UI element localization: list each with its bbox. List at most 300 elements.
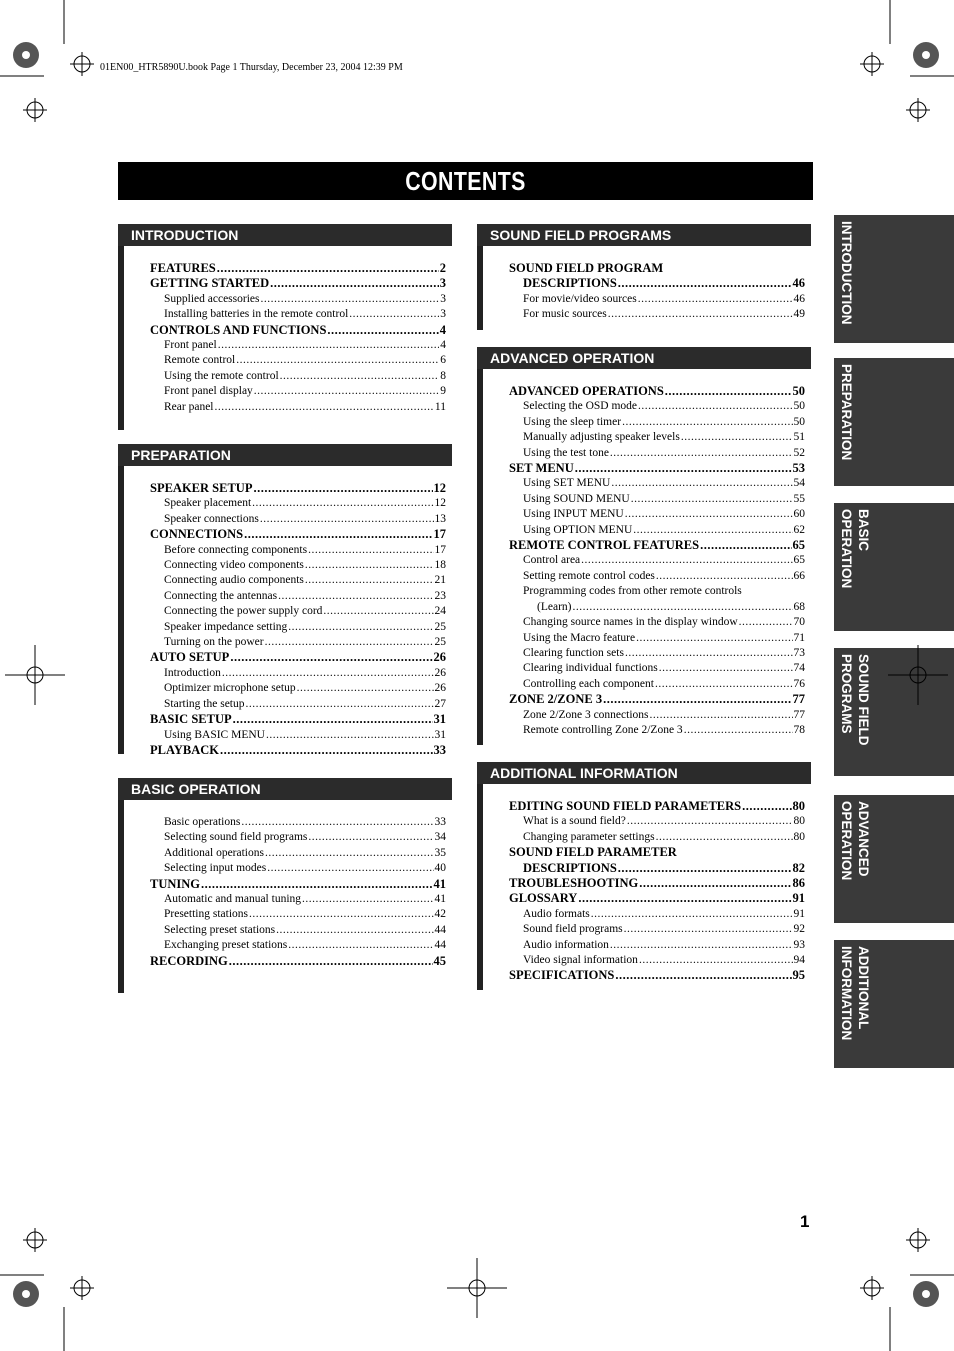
dot-leader xyxy=(297,681,434,696)
dot-leader xyxy=(578,891,791,906)
toc-entry-page: 94 xyxy=(793,954,805,967)
tab-label xyxy=(838,509,872,588)
toc-entry[interactable] xyxy=(150,307,446,322)
toc-entry-page: 31 xyxy=(434,728,446,741)
tab-label-line: PROGRAMS xyxy=(839,654,854,734)
dot-leader xyxy=(611,476,792,491)
dot-leader xyxy=(636,631,792,646)
toc-entry-title: Using BASIC MENU xyxy=(164,728,265,741)
toc-entry-title: Using the test tone xyxy=(523,446,609,459)
dot-leader xyxy=(625,507,793,522)
toc-entry-page: 4 xyxy=(440,339,446,352)
toc-entry-title: ZONE 2/ZONE 3 xyxy=(509,692,603,707)
toc-entry-title: RECORDING xyxy=(150,953,228,968)
toc-entry-page: 24 xyxy=(434,605,446,618)
toc-entry-title: EDITING SOUND FIELD PARAMETERS xyxy=(509,799,742,813)
toc-entry-title: Clearing individual functions xyxy=(523,662,658,675)
toc-entry-title: (Learn) xyxy=(537,600,572,613)
dot-leader xyxy=(656,830,793,845)
dot-leader xyxy=(659,661,793,676)
toc-entry-title: Using INPUT MENU xyxy=(523,508,624,521)
toc-entry-title: Zone 2/Zone 3 connections xyxy=(523,708,649,721)
dot-leader xyxy=(610,446,793,461)
section-sound-field-programs xyxy=(477,224,811,330)
dot-leader xyxy=(267,861,433,876)
toc-entry-title: Speaker placement xyxy=(164,497,252,510)
dot-leader xyxy=(638,292,793,307)
toc-entry-title: DESCRIPTIONS xyxy=(523,860,617,875)
toc-list xyxy=(124,466,452,758)
dot-leader xyxy=(218,338,440,353)
toc-entry-page: 54 xyxy=(793,477,805,490)
toc-entry[interactable] xyxy=(509,292,805,307)
dot-leader xyxy=(229,954,433,969)
toc-entry-page: 2 xyxy=(439,261,446,275)
toc-entry[interactable] xyxy=(150,543,446,558)
toc-entry-title: Control area xyxy=(523,554,581,567)
toc-list xyxy=(483,369,811,738)
dot-leader xyxy=(615,968,791,983)
dot-leader xyxy=(280,369,440,384)
tab-label-line: ADVANCED xyxy=(856,801,871,877)
toc-entry[interactable] xyxy=(150,573,446,588)
toc-entry[interactable] xyxy=(150,712,446,727)
tab-introduction xyxy=(834,215,954,343)
toc-list xyxy=(124,246,452,415)
dot-leader xyxy=(276,923,433,938)
toc-entry[interactable] xyxy=(150,527,446,542)
toc-entry[interactable] xyxy=(509,507,805,522)
dot-leader xyxy=(572,600,792,615)
dot-leader xyxy=(244,527,432,542)
toc-list xyxy=(483,246,811,323)
toc-entry-page: 50 xyxy=(792,384,805,398)
toc-entry-title: Audio information xyxy=(523,938,609,951)
dot-leader xyxy=(639,876,791,891)
toc-entry-title: Selecting input modes xyxy=(164,862,267,875)
toc-entry-page: 93 xyxy=(793,938,805,951)
toc-entry-page: 49 xyxy=(793,308,805,321)
toc-entry[interactable] xyxy=(150,589,446,604)
tab-label-line: BASIC xyxy=(856,509,871,552)
dot-leader xyxy=(288,938,433,953)
toc-entry-page: 71 xyxy=(793,631,805,644)
toc-entry-title: Using SET MENU xyxy=(523,477,611,490)
toc-entry-title: Manually adjusting speaker levels xyxy=(523,431,680,444)
toc-entry-page: 74 xyxy=(793,662,805,675)
toc-entry[interactable] xyxy=(150,496,446,511)
dot-leader xyxy=(603,692,791,707)
toc-entry-page: 12 xyxy=(434,497,446,510)
section-heading: BASIC OPERATION xyxy=(118,778,452,800)
toc-entry[interactable] xyxy=(509,600,805,615)
dot-leader xyxy=(220,743,433,758)
toc-entry-page: 33 xyxy=(434,816,446,828)
toc-entry[interactable] xyxy=(150,954,446,969)
dot-leader xyxy=(627,814,793,829)
toc-entry-page: 6 xyxy=(440,354,446,367)
tab-label-line: INFORMATION xyxy=(839,946,854,1041)
toc-entry[interactable] xyxy=(509,723,805,738)
toc-entry-page: 34 xyxy=(434,831,446,844)
toc-entry-page: 50 xyxy=(793,415,805,428)
toc-entry[interactable] xyxy=(509,476,805,491)
toc-entry[interactable] xyxy=(509,615,805,630)
toc-entry-page: 44 xyxy=(434,939,446,952)
toc-entry[interactable] xyxy=(150,861,446,876)
toc-entry[interactable] xyxy=(509,492,805,507)
dot-leader xyxy=(608,307,793,322)
print-header: 01EN00_HTR5890U.book Page 1 Thursday, December 23, 2004 12:39 PM xyxy=(100,62,403,73)
toc-entry-title: GETTING STARTED xyxy=(150,276,270,291)
toc-entry-page: 70 xyxy=(793,616,805,629)
toc-entry[interactable] xyxy=(509,953,805,968)
toc-entry-page: 26 xyxy=(434,682,446,695)
dot-leader xyxy=(625,646,793,661)
toc-entry-title: Connecting audio components xyxy=(164,574,304,587)
toc-entry[interactable] xyxy=(150,323,446,338)
toc-entry-page: 53 xyxy=(792,461,805,476)
toc-entry[interactable] xyxy=(509,907,805,922)
toc-entry[interactable] xyxy=(150,261,446,276)
toc-entry-title: Presetting stations xyxy=(164,908,249,921)
toc-entry[interactable] xyxy=(150,400,446,415)
toc-entry[interactable] xyxy=(509,261,805,276)
toc-entry[interactable] xyxy=(509,446,805,461)
toc-entry[interactable] xyxy=(509,538,805,553)
toc-entry[interactable] xyxy=(509,523,805,538)
toc-list xyxy=(483,784,811,984)
toc-entry[interactable] xyxy=(509,861,805,876)
dot-leader xyxy=(638,399,792,414)
toc-entry[interactable] xyxy=(509,814,805,829)
toc-entry-title: Connecting the power supply cord xyxy=(164,605,323,618)
dot-leader xyxy=(618,276,792,291)
toc-entry-title: Turning on the power xyxy=(164,636,264,649)
toc-entry-title: FEATURES xyxy=(150,261,216,275)
toc-entry-page: 26 xyxy=(434,666,446,679)
toc-entry-title: Installing batteries in the remote control xyxy=(164,308,349,321)
toc-entry-page: 80 xyxy=(792,799,805,813)
dot-leader xyxy=(302,892,433,907)
toc-entry-title: Front panel display xyxy=(164,385,253,398)
toc-entry-title: SET MENU xyxy=(509,461,574,476)
toc-entry[interactable] xyxy=(509,692,805,707)
toc-entry-title: Selecting preset stations xyxy=(164,923,276,936)
tab-sound-field-programs xyxy=(834,648,954,776)
section-additional-information xyxy=(477,762,811,990)
toc-entry-title: Supplied accessories xyxy=(164,292,260,305)
toc-entry[interactable] xyxy=(509,399,805,414)
toc-entry-title: DESCRIPTIONS xyxy=(523,276,617,291)
dot-leader xyxy=(624,922,793,937)
toc-entry-page: 82 xyxy=(792,860,805,875)
dot-leader xyxy=(581,553,792,568)
toc-entry[interactable] xyxy=(509,631,805,646)
toc-entry-page: 3 xyxy=(440,292,446,305)
toc-entry[interactable] xyxy=(509,938,805,953)
toc-entry[interactable] xyxy=(509,876,805,891)
toc-entry[interactable] xyxy=(509,384,805,399)
toc-entry-page: 80 xyxy=(793,815,805,828)
toc-entry-title: Introduction xyxy=(164,666,221,679)
toc-entry-page: 35 xyxy=(434,846,446,859)
toc-entry-title: SPECIFICATIONS xyxy=(509,968,615,983)
section-heading: ADDITIONAL INFORMATION xyxy=(477,762,811,784)
toc-entry[interactable] xyxy=(150,743,446,758)
toc-entry[interactable] xyxy=(150,666,446,681)
toc-list xyxy=(124,800,452,969)
dot-leader xyxy=(252,496,433,511)
section-advanced-operation xyxy=(477,347,811,745)
toc-entry[interactable] xyxy=(509,461,805,476)
dot-leader xyxy=(684,723,793,738)
dot-leader xyxy=(265,846,434,861)
dot-leader xyxy=(253,481,432,496)
toc-entry-title: Using the sleep timer xyxy=(523,415,622,428)
toc-entry-title: Clearing function sets xyxy=(523,646,624,659)
tab-basic-operation xyxy=(834,503,954,631)
toc-entry[interactable] xyxy=(150,923,446,938)
dot-leader xyxy=(261,292,440,307)
toc-entry[interactable] xyxy=(150,369,446,384)
dot-leader xyxy=(639,953,793,968)
toc-entry[interactable] xyxy=(509,661,805,676)
toc-entry-title: Programming codes from other remote controls xyxy=(523,585,742,598)
toc-entry[interactable] xyxy=(509,922,805,937)
dot-leader xyxy=(575,461,792,476)
tab-label xyxy=(838,221,855,325)
toc-entry[interactable] xyxy=(150,877,446,892)
toc-entry[interactable] xyxy=(509,830,805,845)
tab-label-line: INTRODUCTION xyxy=(839,221,854,325)
toc-entry-page: 33 xyxy=(433,742,446,757)
toc-entry-title: TUNING xyxy=(150,876,201,891)
toc-entry[interactable] xyxy=(150,481,446,496)
toc-entry-title: SOUND FIELD PROGRAM xyxy=(509,261,664,275)
dot-leader xyxy=(305,573,434,588)
toc-entry[interactable] xyxy=(150,728,446,743)
toc-entry[interactable] xyxy=(509,553,805,568)
toc-entry[interactable] xyxy=(509,415,805,430)
toc-entry[interactable] xyxy=(150,697,446,712)
toc-entry-page: 23 xyxy=(434,589,446,602)
toc-entry[interactable] xyxy=(150,635,446,650)
toc-entry-page: 86 xyxy=(792,876,805,891)
toc-entry-page: 4 xyxy=(439,322,446,337)
toc-entry[interactable] xyxy=(150,558,446,573)
toc-entry[interactable] xyxy=(509,845,805,860)
toc-entry-page: 45 xyxy=(433,953,446,968)
toc-entry-page: 51 xyxy=(793,431,805,444)
section-basic-operation xyxy=(118,778,452,993)
toc-entry[interactable] xyxy=(150,512,446,527)
toc-entry[interactable] xyxy=(509,968,805,983)
toc-entry-page: 3 xyxy=(439,276,446,291)
section-heading: ADVANCED OPERATION xyxy=(477,347,811,369)
toc-entry-title: Setting remote control codes xyxy=(523,569,655,582)
toc-entry-title: AUTO SETUP xyxy=(150,650,230,665)
section-heading: PREPARATION xyxy=(118,444,452,466)
toc-entry-title: Changing source names in the display window xyxy=(523,616,738,629)
section-preparation xyxy=(118,444,452,757)
toc-entry-page: 31 xyxy=(433,712,446,727)
dot-leader xyxy=(308,830,433,845)
toc-entry[interactable] xyxy=(150,846,446,861)
toc-entry-page: 73 xyxy=(793,646,805,659)
toc-entry[interactable] xyxy=(509,891,805,906)
toc-entry-title: Optimizer microphone setup xyxy=(164,682,296,695)
dot-leader xyxy=(739,615,793,630)
toc-entry-page: 55 xyxy=(793,492,805,505)
dot-leader xyxy=(327,323,438,338)
section-introduction xyxy=(118,224,452,430)
dot-leader xyxy=(201,877,432,892)
toc-entry-title: GLOSSARY xyxy=(509,891,578,906)
dot-leader xyxy=(217,261,439,276)
toc-entry-page: 60 xyxy=(793,508,805,521)
dot-leader xyxy=(236,353,439,368)
toc-entry-page: 44 xyxy=(434,923,446,936)
toc-entry-title: For movie/video sources xyxy=(523,292,637,305)
toc-entry-page: 13 xyxy=(434,512,446,525)
toc-entry[interactable] xyxy=(150,830,446,845)
toc-entry-page: 91 xyxy=(792,891,805,906)
toc-entry-title: Basic operations xyxy=(164,816,241,828)
toc-entry-page: 66 xyxy=(793,569,805,582)
toc-entry-page: 46 xyxy=(793,292,805,305)
toc-entry-title: Controlling each component xyxy=(523,677,654,690)
dot-leader xyxy=(700,538,791,553)
toc-entry-title: Using SOUND MENU xyxy=(523,492,630,505)
dot-leader xyxy=(305,558,434,573)
dot-leader xyxy=(742,799,791,814)
toc-entry-title: Remote controlling Zone 2/Zone 3 xyxy=(523,723,683,736)
toc-entry-page: 95 xyxy=(792,968,805,983)
toc-entry-page: 42 xyxy=(434,908,446,921)
toc-entry-title: Starting the setup xyxy=(164,697,245,710)
toc-entry[interactable] xyxy=(150,620,446,635)
dot-leader xyxy=(249,907,433,922)
toc-entry-page: 92 xyxy=(793,923,805,936)
toc-entry-title: For music sources xyxy=(523,308,607,321)
toc-entry[interactable] xyxy=(509,569,805,584)
toc-entry-title: Speaker connections xyxy=(164,512,259,525)
toc-entry-title: Remote control xyxy=(164,354,236,367)
dot-leader xyxy=(308,543,433,558)
toc-entry-page: 52 xyxy=(793,446,805,459)
toc-entry-page: 76 xyxy=(793,677,805,690)
toc-entry-page: 62 xyxy=(793,523,805,536)
dot-leader xyxy=(288,620,433,635)
toc-entry-title: Rear panel xyxy=(164,400,214,413)
toc-entry[interactable] xyxy=(150,938,446,953)
toc-entry-title: Sound field programs xyxy=(523,923,623,936)
tab-label-line: PREPARATION xyxy=(839,364,854,461)
tab-label xyxy=(838,801,872,880)
toc-entry-title: Front panel xyxy=(164,339,217,352)
toc-entry[interactable] xyxy=(150,384,446,399)
toc-entry-page: 78 xyxy=(793,723,805,736)
dot-leader xyxy=(233,712,433,727)
toc-entry-page: 65 xyxy=(792,538,805,553)
toc-entry[interactable] xyxy=(150,650,446,665)
toc-entry-page: 17 xyxy=(434,543,446,556)
toc-entry-title: Before connecting components xyxy=(164,543,308,556)
toc-entry-page: 77 xyxy=(793,708,805,721)
toc-entry-page: 26 xyxy=(433,650,446,665)
toc-entry[interactable] xyxy=(509,430,805,445)
toc-entry-title: Connecting the antennas xyxy=(164,589,278,602)
dot-leader xyxy=(270,276,439,291)
toc-entry[interactable] xyxy=(150,604,446,619)
toc-entry-page: 65 xyxy=(793,554,805,567)
toc-entry[interactable] xyxy=(150,892,446,907)
tab-preparation xyxy=(834,358,954,486)
toc-entry[interactable] xyxy=(150,338,446,353)
toc-entry-title: Changing parameter settings xyxy=(523,830,655,843)
toc-entry-title: Automatic and manual tuning xyxy=(164,893,302,906)
tab-label xyxy=(838,364,855,460)
dot-leader xyxy=(681,430,793,445)
dot-leader xyxy=(222,666,434,681)
toc-entry[interactable] xyxy=(509,276,805,291)
toc-entry-title: SOUND FIELD PARAMETER xyxy=(509,845,677,860)
toc-entry[interactable] xyxy=(509,799,805,814)
tab-label xyxy=(838,654,872,746)
toc-entry-page: 80 xyxy=(793,830,805,843)
toc-entry[interactable] xyxy=(150,292,446,307)
dot-leader xyxy=(633,523,792,538)
toc-entry[interactable] xyxy=(150,681,446,696)
dot-leader xyxy=(610,938,793,953)
dot-leader xyxy=(323,604,433,619)
toc-entry[interactable] xyxy=(150,353,446,368)
dot-leader xyxy=(631,492,793,507)
toc-entry-title: TROUBLESHOOTING xyxy=(509,876,639,891)
toc-entry[interactable] xyxy=(150,815,446,830)
dot-leader xyxy=(254,384,439,399)
toc-entry-title: Speaker impedance setting xyxy=(164,620,288,633)
toc-entry[interactable] xyxy=(509,646,805,661)
dot-leader xyxy=(349,307,439,322)
toc-entry[interactable] xyxy=(150,907,446,922)
tab-label xyxy=(838,946,872,1040)
toc-entry-title: Audio formats xyxy=(523,907,590,920)
dot-leader xyxy=(215,400,434,415)
toc-entry-title: SPEAKER SETUP xyxy=(150,481,253,495)
dot-leader xyxy=(622,415,792,430)
section-heading: INTRODUCTION xyxy=(118,224,452,246)
toc-entry[interactable] xyxy=(509,584,805,599)
toc-entry[interactable] xyxy=(150,276,446,291)
toc-entry-title: REMOTE CONTROL FEATURES xyxy=(509,538,700,553)
toc-entry[interactable] xyxy=(509,708,805,723)
toc-entry-title: Using OPTION MENU xyxy=(523,523,633,536)
toc-entry-page: 41 xyxy=(434,893,446,906)
toc-entry-page: 40 xyxy=(434,862,446,875)
toc-entry[interactable] xyxy=(509,307,805,322)
toc-entry-page: 11 xyxy=(434,400,446,413)
toc-entry-title: Using the Macro feature xyxy=(523,631,636,644)
toc-entry-page: 17 xyxy=(433,527,446,542)
toc-entry-page: 25 xyxy=(434,620,446,633)
toc-entry-page: 25 xyxy=(434,636,446,649)
toc-entry-title: Additional operations xyxy=(164,846,264,859)
toc-entry[interactable] xyxy=(509,677,805,692)
toc-entry-page: 12 xyxy=(433,481,446,495)
toc-entry-title: Connecting video components xyxy=(164,559,304,572)
